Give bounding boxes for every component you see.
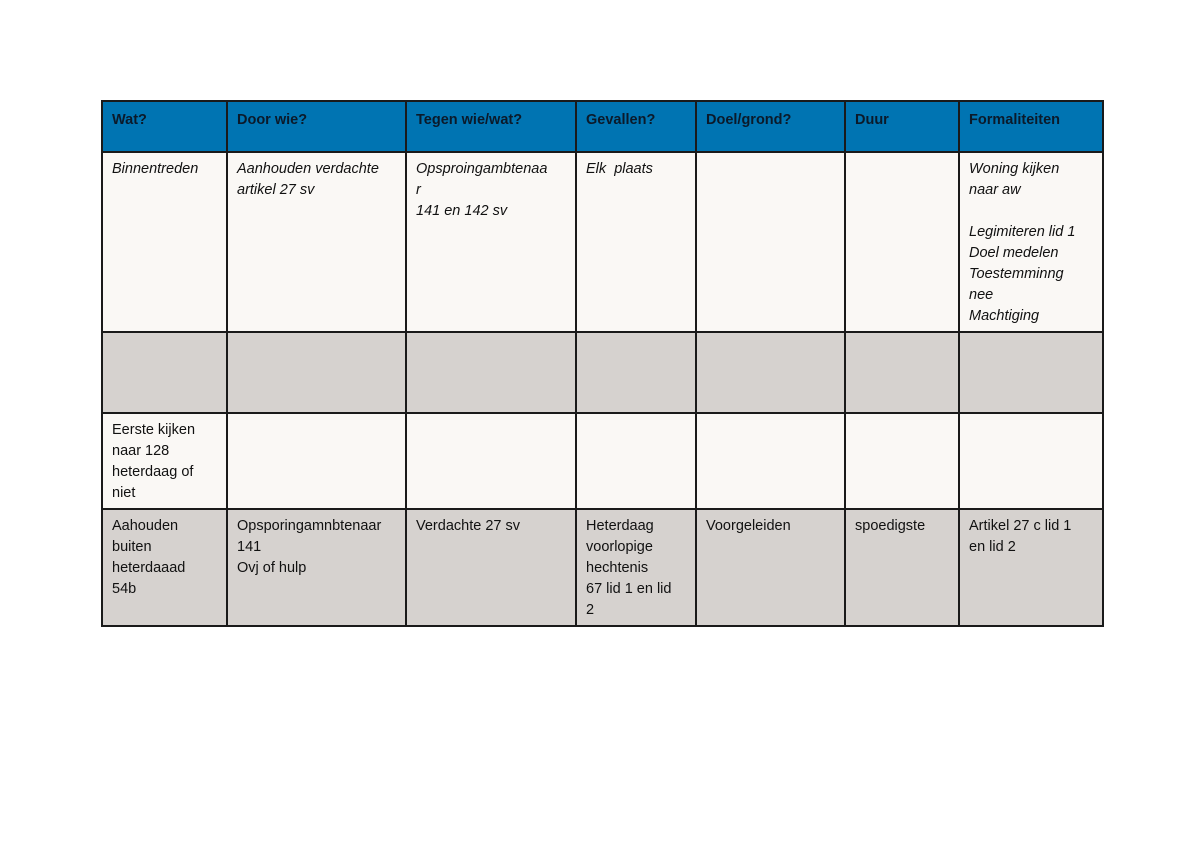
table-cell (696, 509, 845, 626)
cell-text: 67 lid 1 en lid (586, 581, 672, 597)
cell-text: spoedigste (855, 518, 926, 534)
cell-text: Verdachte 27 sv (416, 518, 520, 534)
cell-text: 2 (586, 602, 595, 618)
table-cell (959, 332, 1103, 413)
table-cell (406, 413, 576, 509)
header-wat: Wat? (102, 101, 227, 152)
cell-text: en lid 2 (969, 539, 1016, 555)
cell-text: niet (112, 485, 136, 501)
cell-text: Aahouden (112, 518, 179, 534)
table-row (102, 152, 1103, 332)
cell-text: hechtenis (586, 560, 649, 576)
cell-text: 54b (112, 581, 137, 597)
table-row (102, 332, 1103, 413)
table-cell (227, 332, 406, 413)
table-cell (696, 152, 845, 332)
table-cell (959, 413, 1103, 509)
cell-text: Ovj of hulp (237, 560, 307, 576)
table-row (102, 509, 1103, 626)
cell-text: r (416, 182, 421, 198)
cell-text: Machtiging (969, 308, 1040, 324)
cell-text: 141 (237, 539, 262, 555)
header-duur: Duur (845, 101, 959, 152)
header-gevallen: Gevallen? (576, 101, 696, 152)
cell-text: naar aw (969, 182, 1021, 198)
table-cell (227, 152, 406, 332)
table-cell (845, 413, 959, 509)
table-cell (102, 413, 227, 509)
cell-text: Artikel 27 c lid 1 (969, 518, 1072, 534)
cell-text: Opsporingamnbtenaar (237, 518, 382, 534)
cell-text: voorlopige (586, 539, 653, 555)
table-cell (576, 413, 696, 509)
table-cell (406, 152, 576, 332)
table-cell (696, 332, 845, 413)
cell-text: Doel medelen (969, 245, 1059, 261)
table-cell (845, 509, 959, 626)
table-cell (102, 152, 227, 332)
table-cell (696, 413, 845, 509)
header-doel-grond: Doel/grond? (696, 101, 845, 152)
table-cell (406, 332, 576, 413)
table-cell (845, 332, 959, 413)
table-cell (102, 509, 227, 626)
header-door-wie: Door wie? (227, 101, 406, 152)
table-cell (576, 152, 696, 332)
cell-text: buiten (112, 539, 152, 555)
header-formaliteiten: Formaliteiten (959, 101, 1103, 152)
data-table (101, 100, 1104, 627)
cell-spacer (969, 201, 1094, 222)
cell-text: Aanhouden verdachte (237, 161, 379, 177)
cell-text: Legimiteren lid 1 (969, 224, 1076, 240)
cell-text: artikel 27 sv (237, 182, 315, 198)
table-cell (959, 152, 1103, 332)
cell-text: Binnentreden (112, 161, 199, 177)
table-cell (227, 509, 406, 626)
cell-text: Elk plaats (586, 161, 653, 177)
cell-text: nee (969, 287, 994, 303)
table-header-row (102, 101, 1103, 152)
cell-text: naar 128 (112, 443, 170, 459)
cell-text: Heterdaag (586, 518, 654, 534)
table-cell (576, 509, 696, 626)
cell-text: Eerste kijken (112, 422, 196, 438)
cell-text: Voorgeleiden (706, 518, 791, 534)
cell-text: 141 en 142 sv (416, 203, 508, 219)
cell-text: Toestemminng (969, 266, 1064, 282)
cell-text: Woning kijken (969, 161, 1060, 177)
table-cell (845, 152, 959, 332)
cell-text: heterdaaad (112, 560, 186, 576)
table-cell (576, 332, 696, 413)
table-row (102, 413, 1103, 509)
header-tegen-wie-wat: Tegen wie/wat? (406, 101, 576, 152)
cell-text: Opsproingambtenaa (416, 161, 548, 177)
cell-text: heterdaag of (112, 464, 194, 480)
table-cell (102, 332, 227, 413)
table-cell (406, 509, 576, 626)
table-cell (959, 509, 1103, 626)
table-cell (227, 413, 406, 509)
